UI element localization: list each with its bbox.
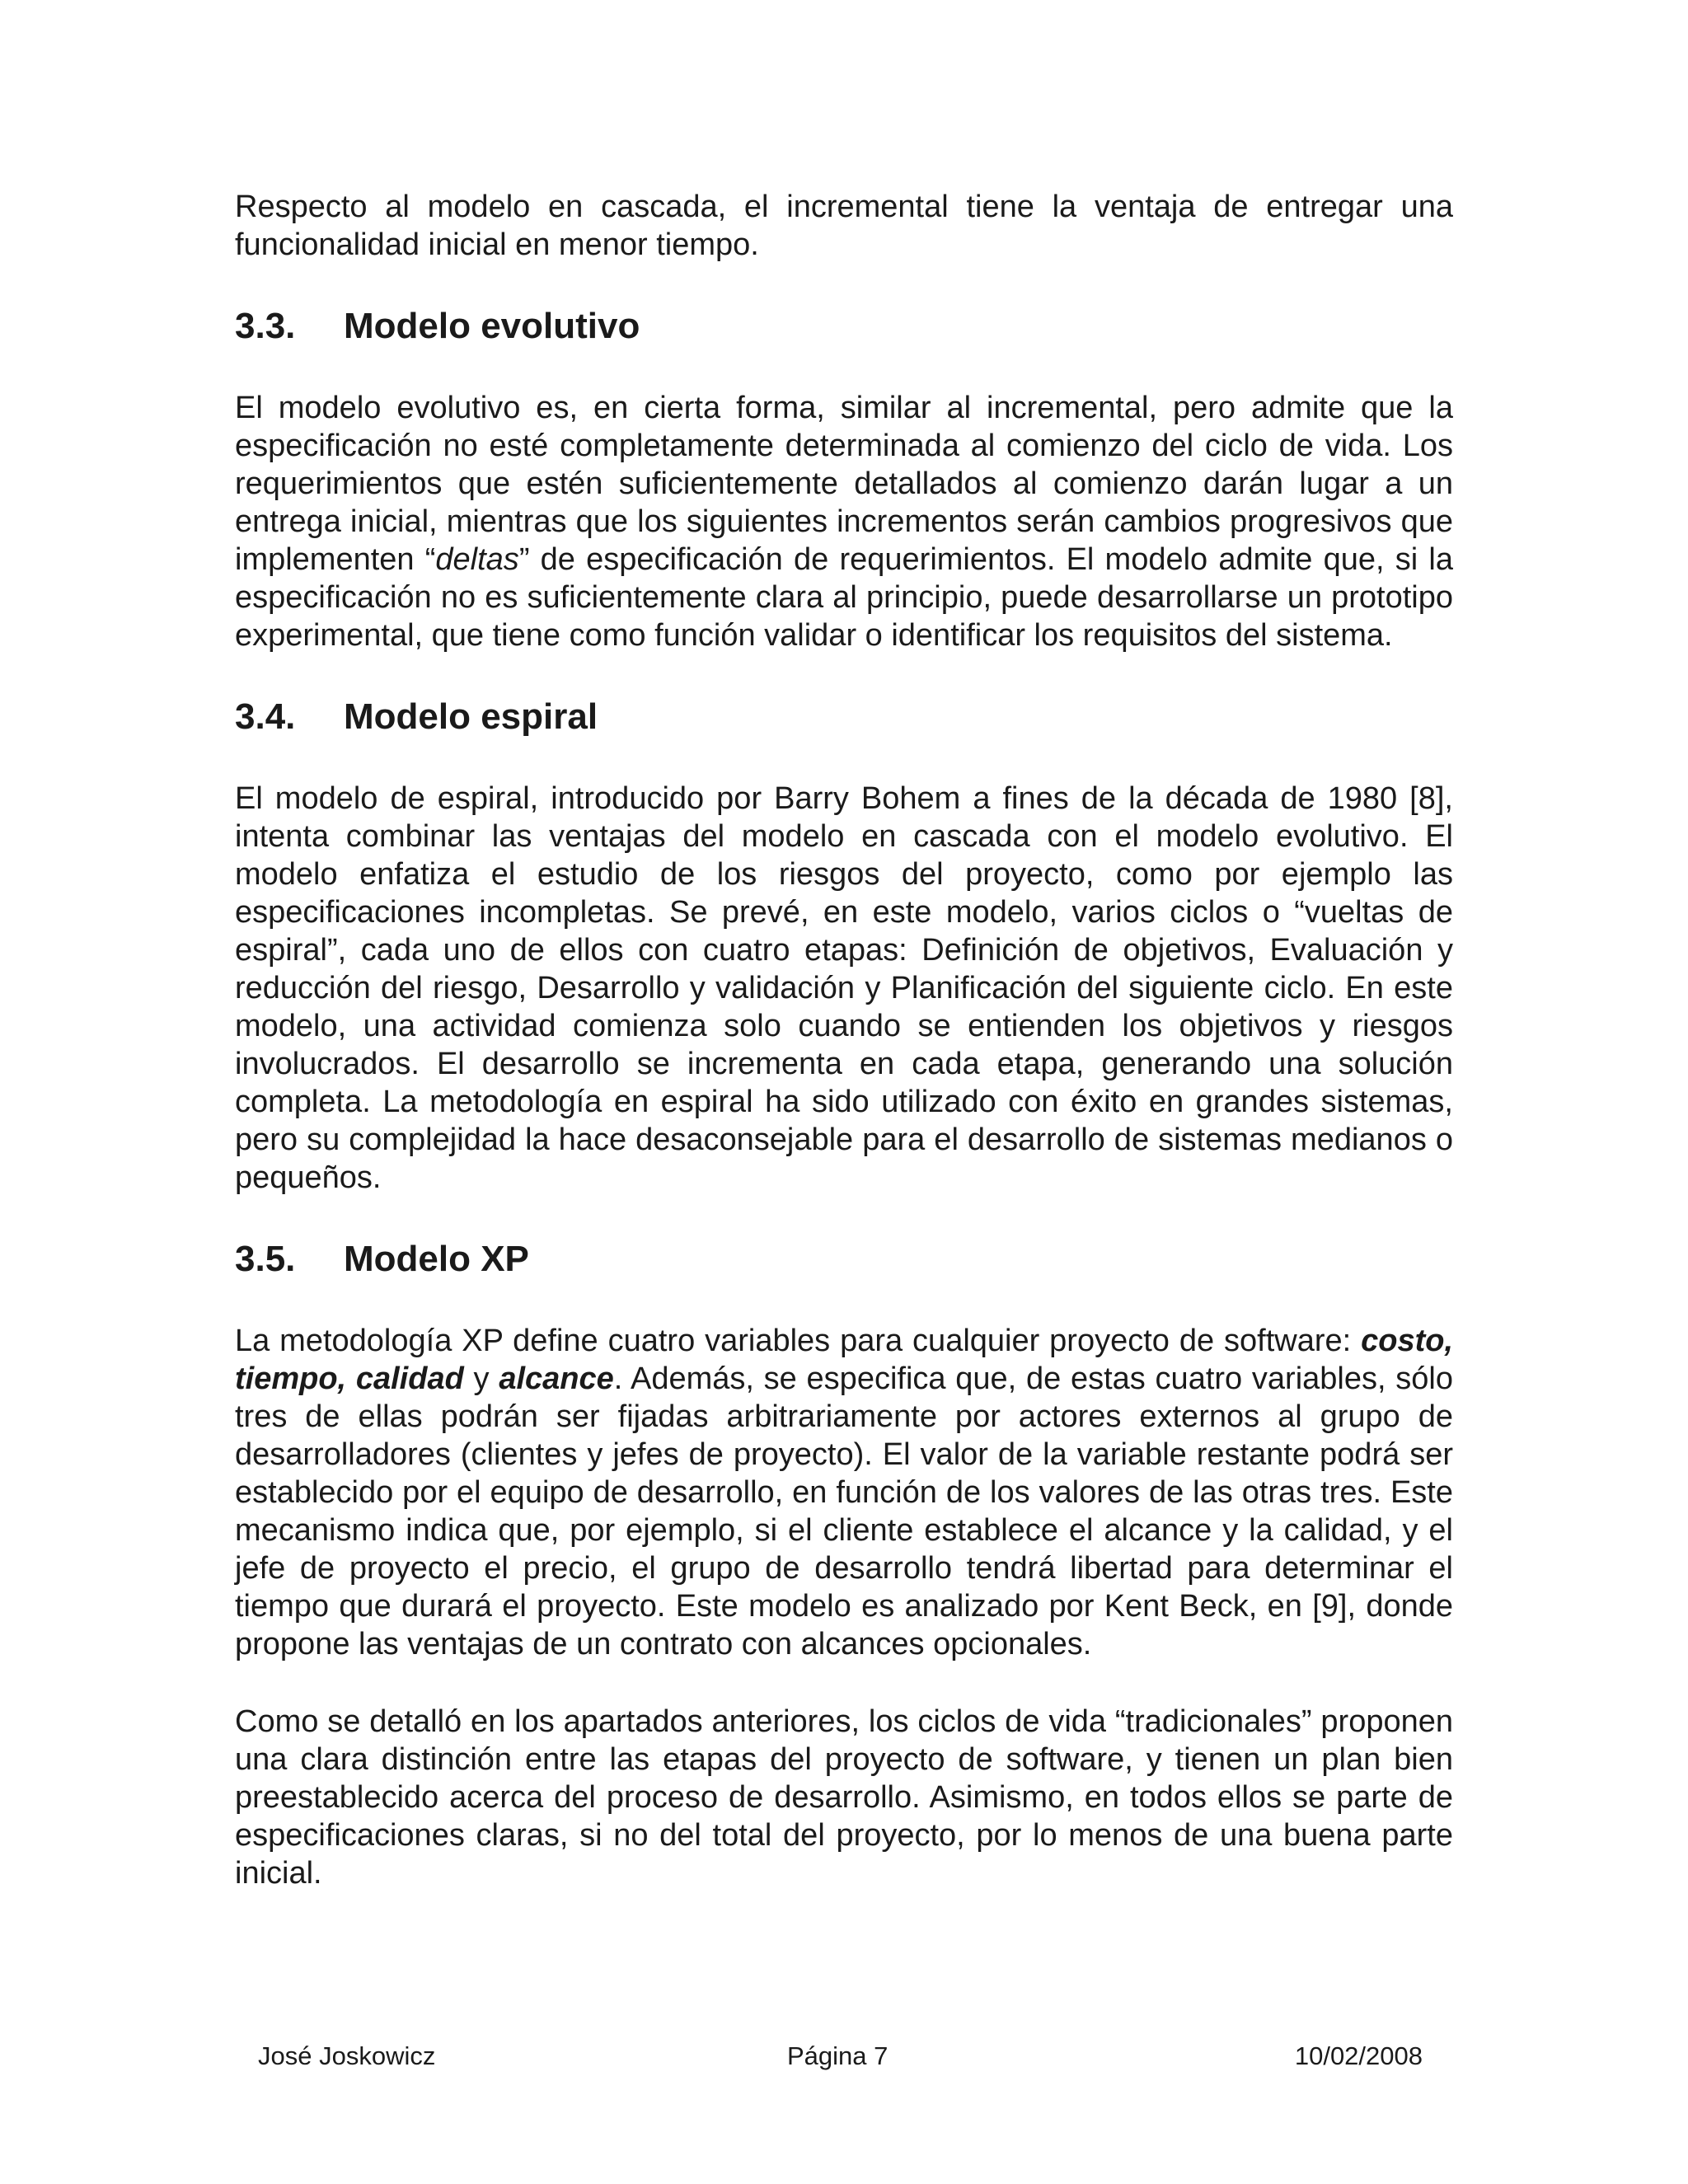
page-footer — [0, 2041, 1688, 2074]
section-heading-3-3 — [235, 303, 1453, 349]
section-3-4-paragraph: El modelo de espiral, introducido por Barry Bohem a fines de la década de 1980 [8], intenta combinar las ventajas del modelo en cascada con el modelo evolutivo. El modelo enfatiza el estudio de los riesgos del proyecto, como por ejemplo las especificaciones incompletas. Se prevé, en este modelo, varios ciclos o “vueltas de espiral”, cada uno de ellos con cuatro etapas: Definición de objetivos, Evaluación y reducción del riesgo, Desarrollo y validación y Planificación del siguiente ciclo. En este modelo, una actividad comienza solo cuando se entienden los objetivos y riesgos involucrados. El desarrollo se incrementa en cada etapa, generando una solución completa. La metodología en espiral ha sido utilizado con éxito en grandes sistemas, pero su complejidad la hace desaconsejable para el desarrollo de sistemas medianos o pequeños. — [235, 781, 1453, 1195]
closing-paragraph: Como se detalló en los apartados anteriores, los ciclos de vida “tradicionales” proponen una clara distinción entre las etapas del proyecto de software, y tienen un plan bien preestablecido acerca del proceso de desarrollo. Asimismo, en todos ellos se parte de especificaciones claras, si no del total del proyecto, por lo menos de una buena parte inicial. — [235, 1704, 1453, 1891]
emphasis-deltas: deltas — [435, 542, 519, 577]
bold-variables: costo, tiempo, calidad — [235, 1324, 1453, 1396]
footer-page-number: Página 7 — [787, 2041, 889, 2070]
section-3-3-paragraph — [235, 389, 1453, 654]
bold-alcance: alcance — [499, 1361, 614, 1396]
section-title: Modelo XP — [344, 1239, 529, 1279]
section-number: 3.5. — [235, 1239, 296, 1279]
text-run: La metodología XP define cuatro variables para cualquier proyecto de software: — [235, 1324, 1362, 1358]
section-heading-3-5 — [235, 1236, 1453, 1282]
section-heading-3-4 — [235, 694, 1453, 740]
document-page — [235, 188, 1453, 1892]
text-run: . Además, se especifica que, de estas cuatro variables, sólo tres de ellas podrán ser fijadas arbitrariamente por actores externos al grupo de desarrolladores (clientes y jefes de proyecto). El valor de la variable restante podrá ser establecido por el equipo de desarrollo, en función de los valores de las otras tres. Este mecanismo indica que, por ejemplo, si el cliente establece el alcance y la calidad, y el jefe de proyecto el precio, el grupo de desarrollo tendrá libertad para determinar el tiempo que durará el proyecto. Este modelo es analizado por Kent Beck, en [9], donde propone las ventajas de un contrato con alcances opcionales. — [235, 1361, 1453, 1661]
section-number: 3.3. — [235, 306, 296, 346]
section-number: 3.4. — [235, 696, 296, 737]
footer-date: 10/02/2008 — [1294, 2041, 1423, 2070]
footer-author: José Joskowicz — [258, 2041, 436, 2070]
section-title: Modelo espiral — [344, 696, 598, 737]
intro-paragraph: Respecto al modelo en cascada, el incremental tiene la ventaja de entregar una funcionalidad inicial en menor tiempo. — [235, 190, 1453, 262]
section-title: Modelo evolutivo — [344, 306, 640, 346]
section-3-5-paragraph — [235, 1322, 1453, 1663]
text-run: ” de especificación de requerimientos. El modelo admite que, si la especificación no es suficientemente clara al principio, puede desarrollarse un prototipo experimental, que tiene como función validar o identificar los requisitos del sistema. — [235, 542, 1453, 653]
text-run: El modelo evolutivo es, en cierta forma, similar al incremental, pero admite que la especificación no esté completamente determinada al comienzo del ciclo de vida. Los requerimientos que estén suficientemente detallados al comienzo darán lugar a un entrega inicial, mientras que los siguientes incrementos serán cambios progresivos que implementen “ — [235, 391, 1453, 577]
text-run: y — [463, 1361, 499, 1396]
